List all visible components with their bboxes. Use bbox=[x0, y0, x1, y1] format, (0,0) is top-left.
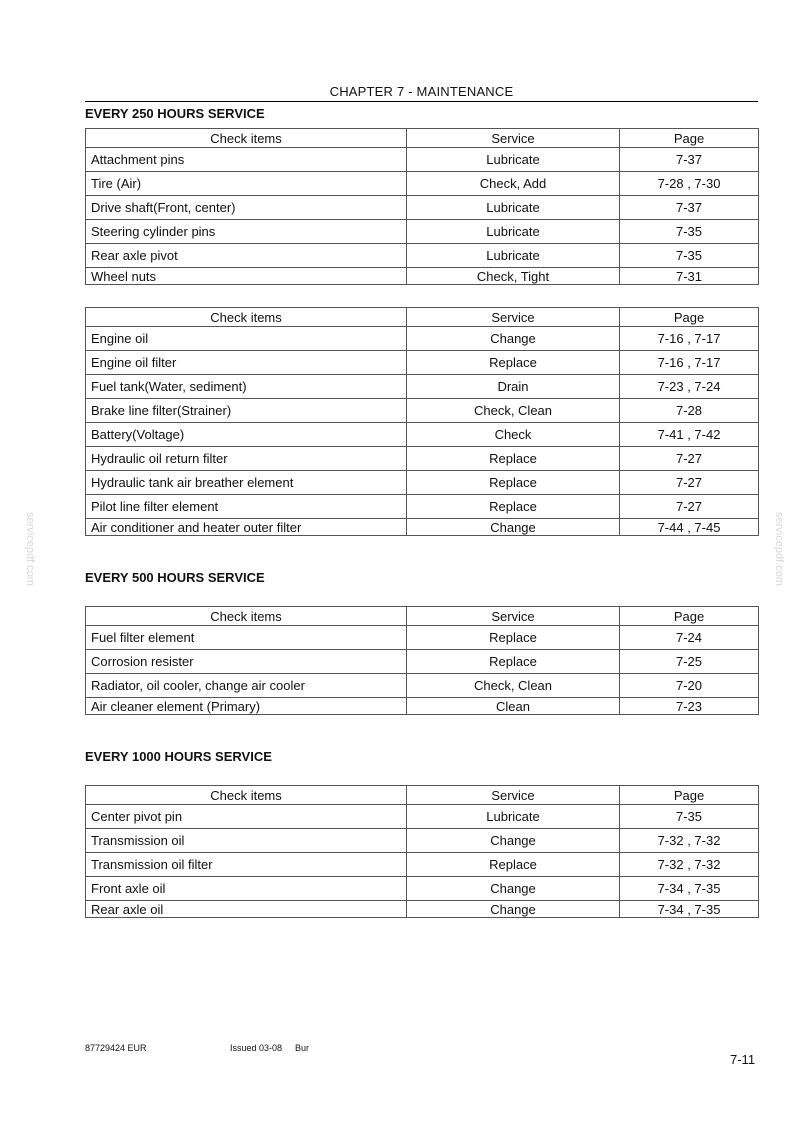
service-cell: Change bbox=[407, 901, 620, 918]
service-cell: Change bbox=[407, 877, 620, 901]
table-row bbox=[86, 327, 759, 351]
page-cell: 7-27 bbox=[620, 447, 759, 471]
page-cell: 7-28 , 7-30 bbox=[620, 172, 759, 196]
service-cell: Check, Tight bbox=[407, 268, 620, 285]
column-header-service: Service bbox=[407, 786, 620, 805]
column-header-page: Page bbox=[620, 786, 759, 805]
check-item-cell: Center pivot pin bbox=[86, 805, 407, 829]
footer-author: Bur bbox=[295, 1043, 310, 1053]
table-row bbox=[86, 244, 759, 268]
watermark-right: servicepdf.com bbox=[773, 512, 785, 586]
table-row bbox=[86, 471, 759, 495]
service-cell: Replace bbox=[407, 351, 620, 375]
service-table-500 bbox=[85, 606, 759, 715]
page-cell: 7-20 bbox=[620, 674, 759, 698]
check-item-cell: Rear axle pivot bbox=[86, 244, 407, 268]
service-cell: Replace bbox=[407, 495, 620, 519]
page-cell: 7-23 bbox=[620, 698, 759, 715]
column-header-check-items: Check items bbox=[86, 308, 407, 327]
header-rule bbox=[85, 101, 758, 102]
service-cell: Change bbox=[407, 327, 620, 351]
footer-doc-code: 87729424 EUR bbox=[85, 1043, 147, 1053]
column-header-page: Page bbox=[620, 129, 759, 148]
table-row bbox=[86, 447, 759, 471]
column-header-check-items: Check items bbox=[86, 607, 407, 626]
page-cell: 7-25 bbox=[620, 650, 759, 674]
table-row bbox=[86, 519, 759, 536]
section-heading-250-hours: EVERY 250 HOURS SERVICE bbox=[85, 106, 265, 121]
table-row bbox=[86, 626, 759, 650]
page-cell: 7-44 , 7-45 bbox=[620, 519, 759, 536]
check-item-cell: Front axle oil bbox=[86, 877, 407, 901]
page-cell: 7-24 bbox=[620, 626, 759, 650]
table-row bbox=[86, 423, 759, 447]
table-row bbox=[86, 674, 759, 698]
page-cell: 7-41 , 7-42 bbox=[620, 423, 759, 447]
check-item-cell: Tire (Air) bbox=[86, 172, 407, 196]
check-item-cell: Transmission oil bbox=[86, 829, 407, 853]
page-cell: 7-16 , 7-17 bbox=[620, 351, 759, 375]
service-table-250b bbox=[85, 307, 759, 536]
table-row bbox=[86, 805, 759, 829]
page-cell: 7-37 bbox=[620, 196, 759, 220]
table-row bbox=[86, 495, 759, 519]
page-cell: 7-35 bbox=[620, 220, 759, 244]
column-header-service: Service bbox=[407, 308, 620, 327]
section-heading-500-hours: EVERY 500 HOURS SERVICE bbox=[85, 570, 265, 585]
check-item-cell: Pilot line filter element bbox=[86, 495, 407, 519]
column-header-check-items: Check items bbox=[86, 129, 407, 148]
page-cell: 7-32 , 7-32 bbox=[620, 853, 759, 877]
page-cell: 7-31 bbox=[620, 268, 759, 285]
service-cell: Change bbox=[407, 829, 620, 853]
service-cell: Replace bbox=[407, 853, 620, 877]
page-cell: 7-27 bbox=[620, 471, 759, 495]
service-cell: Clean bbox=[407, 698, 620, 715]
table-row bbox=[86, 698, 759, 715]
check-item-cell: Corrosion resister bbox=[86, 650, 407, 674]
page-cell: 7-27 bbox=[620, 495, 759, 519]
table-row bbox=[86, 148, 759, 172]
page-cell: 7-34 , 7-35 bbox=[620, 901, 759, 918]
page-cell: 7-28 bbox=[620, 399, 759, 423]
table-header-row bbox=[86, 308, 759, 327]
service-cell: Check bbox=[407, 423, 620, 447]
table-row bbox=[86, 375, 759, 399]
check-item-cell: Battery(Voltage) bbox=[86, 423, 407, 447]
page-number: 7-11 bbox=[730, 1052, 756, 1067]
check-item-cell: Fuel tank(Water, sediment) bbox=[86, 375, 407, 399]
check-item-cell: Engine oil bbox=[86, 327, 407, 351]
service-cell: Lubricate bbox=[407, 196, 620, 220]
table-row bbox=[86, 268, 759, 285]
table-row bbox=[86, 901, 759, 918]
check-item-cell: Wheel nuts bbox=[86, 268, 407, 285]
table-row bbox=[86, 172, 759, 196]
column-header-page: Page bbox=[620, 308, 759, 327]
service-cell: Lubricate bbox=[407, 220, 620, 244]
table-row bbox=[86, 196, 759, 220]
page-cell: 7-35 bbox=[620, 244, 759, 268]
column-header-service: Service bbox=[407, 129, 620, 148]
service-cell: Lubricate bbox=[407, 244, 620, 268]
check-item-cell: Steering cylinder pins bbox=[86, 220, 407, 244]
section-heading-1000-hours: EVERY 1000 HOURS SERVICE bbox=[85, 749, 272, 764]
service-cell: Drain bbox=[407, 375, 620, 399]
page-cell: 7-23 , 7-24 bbox=[620, 375, 759, 399]
chapter-title: CHAPTER 7 - MAINTENANCE bbox=[329, 84, 514, 99]
service-cell: Change bbox=[407, 519, 620, 536]
table-row bbox=[86, 399, 759, 423]
check-item-cell: Attachment pins bbox=[86, 148, 407, 172]
check-item-cell: Radiator, oil cooler, change air cooler bbox=[86, 674, 407, 698]
check-item-cell: Air cleaner element (Primary) bbox=[86, 698, 407, 715]
check-item-cell: Hydraulic oil return filter bbox=[86, 447, 407, 471]
table-row bbox=[86, 220, 759, 244]
service-table-250a bbox=[85, 128, 759, 285]
service-cell: Lubricate bbox=[407, 805, 620, 829]
service-cell: Check, Clean bbox=[407, 674, 620, 698]
table-row bbox=[86, 650, 759, 674]
page-cell: 7-37 bbox=[620, 148, 759, 172]
page-cell: 7-32 , 7-32 bbox=[620, 829, 759, 853]
check-item-cell: Rear axle oil bbox=[86, 901, 407, 918]
table-row bbox=[86, 829, 759, 853]
check-item-cell: Brake line filter(Strainer) bbox=[86, 399, 407, 423]
column-header-check-items: Check items bbox=[86, 786, 407, 805]
service-cell: Replace bbox=[407, 626, 620, 650]
table-row bbox=[86, 853, 759, 877]
service-cell: Replace bbox=[407, 650, 620, 674]
service-cell: Check, Add bbox=[407, 172, 620, 196]
check-item-cell: Hydraulic tank air breather element bbox=[86, 471, 407, 495]
service-cell: Replace bbox=[407, 447, 620, 471]
check-item-cell: Drive shaft(Front, center) bbox=[86, 196, 407, 220]
check-item-cell: Fuel filter element bbox=[86, 626, 407, 650]
watermark-left: servicepdf.com bbox=[24, 512, 36, 586]
check-item-cell: Transmission oil filter bbox=[86, 853, 407, 877]
page-cell: 7-35 bbox=[620, 805, 759, 829]
table-row bbox=[86, 877, 759, 901]
page-cell: 7-16 , 7-17 bbox=[620, 327, 759, 351]
table-header-row bbox=[86, 607, 759, 626]
check-item-cell: Engine oil filter bbox=[86, 351, 407, 375]
service-cell: Replace bbox=[407, 471, 620, 495]
table-header-row bbox=[86, 129, 759, 148]
check-item-cell: Air conditioner and heater outer filter bbox=[86, 519, 407, 536]
service-cell: Lubricate bbox=[407, 148, 620, 172]
column-header-page: Page bbox=[620, 607, 759, 626]
footer-issued: Issued 03-08 bbox=[230, 1043, 283, 1053]
service-table-1000 bbox=[85, 785, 759, 918]
column-header-service: Service bbox=[407, 607, 620, 626]
table-row bbox=[86, 351, 759, 375]
page-cell: 7-34 , 7-35 bbox=[620, 877, 759, 901]
service-cell: Check, Clean bbox=[407, 399, 620, 423]
table-header-row bbox=[86, 786, 759, 805]
